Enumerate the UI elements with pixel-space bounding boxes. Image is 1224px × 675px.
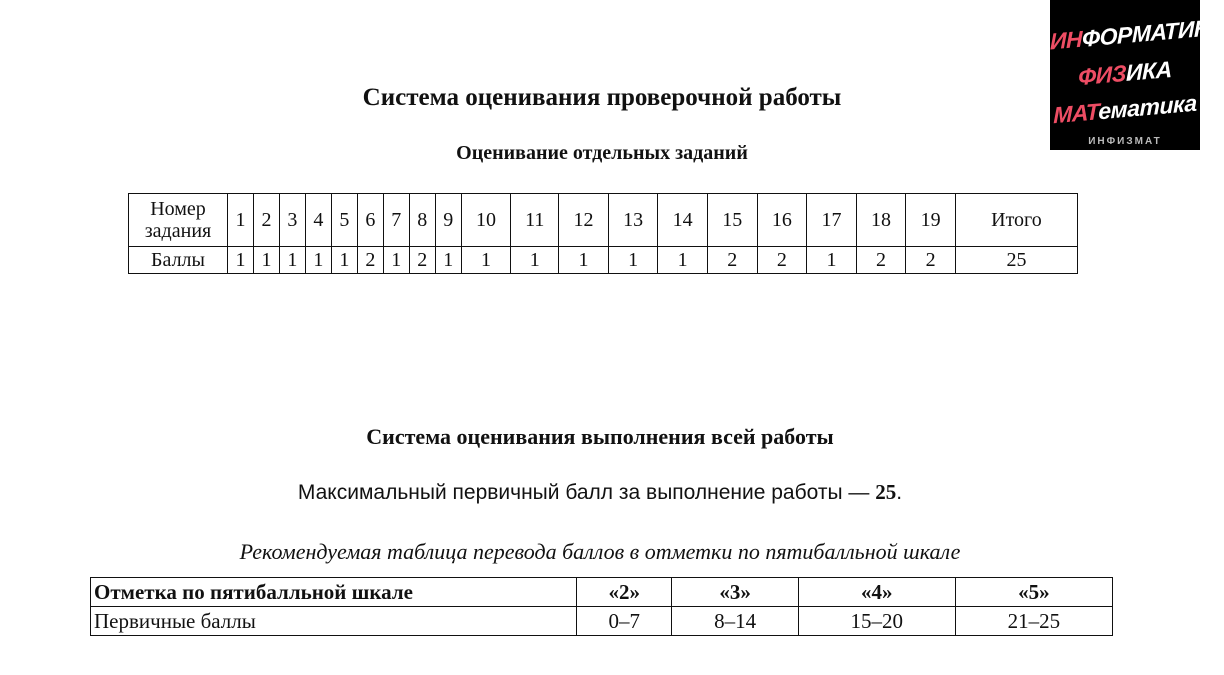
primary-points-row bbox=[91, 607, 1113, 636]
max-score-value: 25 bbox=[875, 480, 897, 504]
task-number-cell: 5 bbox=[331, 194, 357, 247]
task-number-cell: 15 bbox=[707, 194, 757, 247]
task-points-table bbox=[128, 193, 1078, 274]
whole-work-heading: Система оценивания выполнения всей работы bbox=[366, 424, 834, 449]
points-range-cell: 0–7 bbox=[577, 607, 672, 636]
task-points-cell: 1 bbox=[331, 247, 357, 274]
task-number-cell: 1 bbox=[228, 194, 254, 247]
task-points-cell: 1 bbox=[461, 247, 511, 274]
task-number-cell: 3 bbox=[279, 194, 305, 247]
logo-footer: ИНФИЗМАТ bbox=[1088, 136, 1162, 147]
task-number-cell: Итого bbox=[955, 194, 1077, 247]
task-number-cell: 9 bbox=[435, 194, 461, 247]
task-points-cell: 2 bbox=[707, 247, 757, 274]
task-points-cell: 1 bbox=[511, 247, 559, 274]
logo-line-informatika: ИНФОРМАТИКА bbox=[1050, 13, 1224, 55]
task-number-cell: 7 bbox=[383, 194, 409, 247]
task-number-cell: 17 bbox=[807, 194, 857, 247]
grade-cell: «2» bbox=[577, 578, 672, 607]
task-number-cell: 14 bbox=[658, 194, 708, 247]
task-points-cell: 1 bbox=[279, 247, 305, 274]
task-number-cell: 10 bbox=[461, 194, 511, 247]
page-title: Система оценивания проверочной работы bbox=[362, 84, 842, 111]
task-points-cell: 1 bbox=[228, 247, 254, 274]
task-points-cell: 2 bbox=[856, 247, 906, 274]
task-points-cell: 1 bbox=[559, 247, 609, 274]
points-range-cell: 21–25 bbox=[955, 607, 1112, 636]
points-range-cell: 8–14 bbox=[672, 607, 798, 636]
task-number-cell: 12 bbox=[559, 194, 609, 247]
task-number-cell: 8 bbox=[409, 194, 435, 247]
task-number-cell: 2 bbox=[253, 194, 279, 247]
task-points-cell: 2 bbox=[357, 247, 383, 274]
task-number-row bbox=[129, 194, 1078, 247]
task-points-cell: 2 bbox=[409, 247, 435, 274]
task-points-cell: 2 bbox=[906, 247, 956, 274]
task-number-cell: 19 bbox=[906, 194, 956, 247]
task-points-cell: 2 bbox=[757, 247, 807, 274]
task-points-cell: 1 bbox=[435, 247, 461, 274]
task-points-cell: 1 bbox=[658, 247, 708, 274]
task-number-cell: 11 bbox=[511, 194, 559, 247]
task-number-label: Номер задания bbox=[129, 194, 228, 247]
max-score-line: Максимальный первичный балл за выполнение работы — 25. bbox=[297, 480, 903, 504]
logo-line-fizika: ФИЗИКА bbox=[1078, 55, 1172, 91]
points-range-cell: 15–20 bbox=[798, 607, 955, 636]
grade-cell: «5» bbox=[955, 578, 1112, 607]
task-points-cell: 1 bbox=[305, 247, 331, 274]
grade-scale-label: Отметка по пятибалльной шкале bbox=[91, 578, 577, 607]
conversion-table-caption: Рекомендуемая таблица перевода баллов в отметки по пятибалльной шкале bbox=[239, 539, 961, 564]
task-number-cell: 18 bbox=[856, 194, 906, 247]
task-points-cell: 1 bbox=[383, 247, 409, 274]
task-number-cell: 6 bbox=[357, 194, 383, 247]
task-number-cell: 13 bbox=[608, 194, 658, 247]
grade-cell: «3» bbox=[672, 578, 798, 607]
task-points-cell: 25 bbox=[955, 247, 1077, 274]
task-points-row bbox=[129, 247, 1078, 274]
grade-cell: «4» bbox=[798, 578, 955, 607]
task-number-cell: 16 bbox=[757, 194, 807, 247]
task-points-cell: 1 bbox=[253, 247, 279, 274]
infizmat-logo bbox=[1050, 0, 1224, 150]
grade-conversion-table bbox=[90, 577, 1113, 636]
task-points-cell: 1 bbox=[807, 247, 857, 274]
primary-points-label: Первичные баллы bbox=[91, 607, 577, 636]
points-label: Баллы bbox=[129, 247, 228, 274]
task-points-cell: 1 bbox=[608, 247, 658, 274]
grade-header-row bbox=[91, 578, 1113, 607]
logo-line-matematika: МАТематика bbox=[1053, 89, 1197, 129]
task-number-cell: 4 bbox=[305, 194, 331, 247]
task-grading-subtitle: Оценивание отдельных заданий bbox=[456, 142, 748, 164]
